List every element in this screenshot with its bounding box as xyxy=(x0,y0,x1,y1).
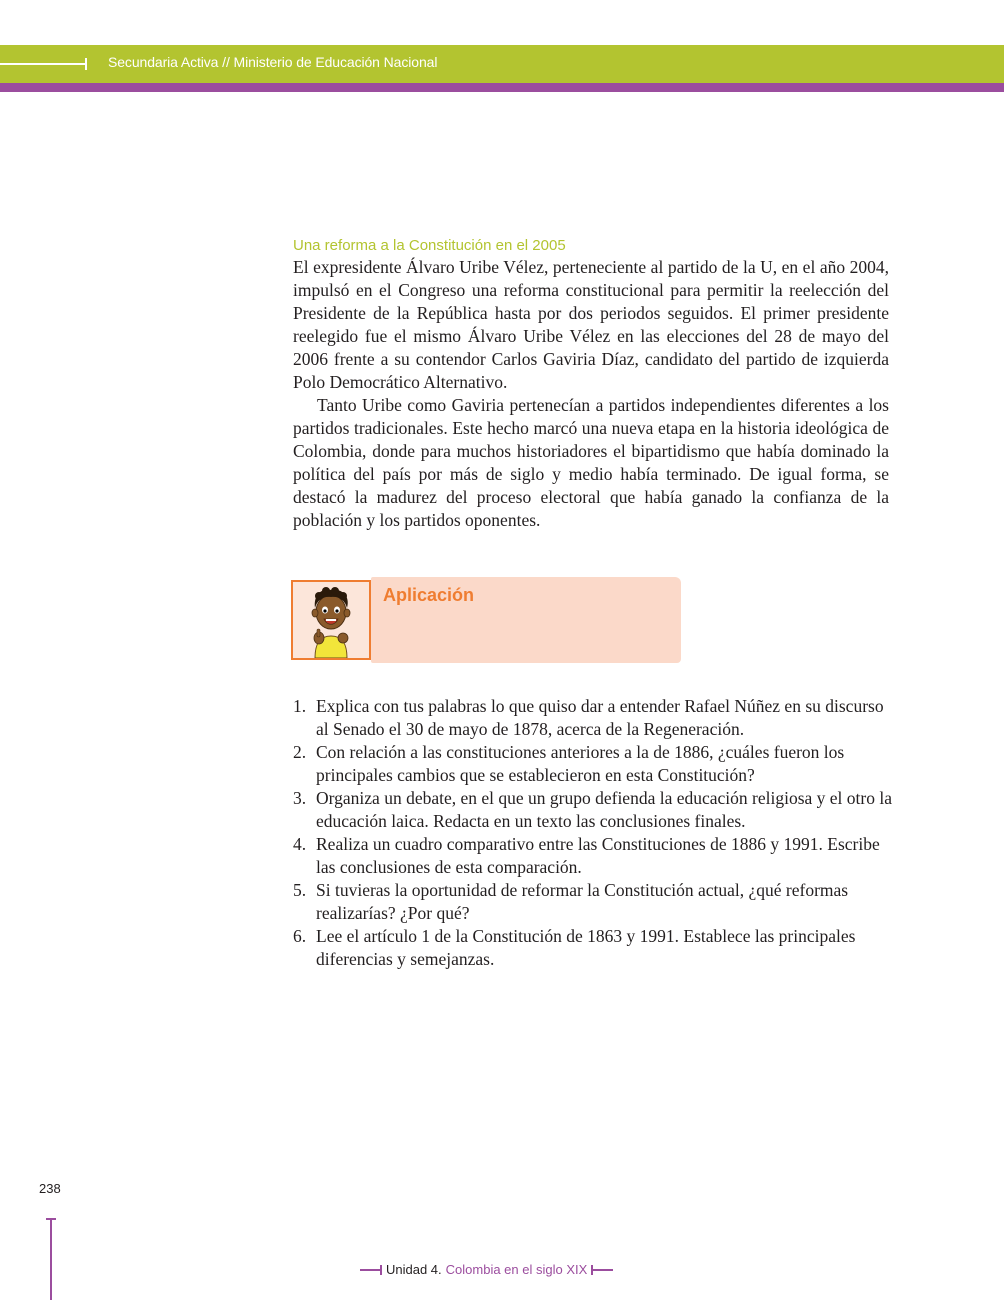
item-number: 3. xyxy=(293,788,307,808)
exercise-list xyxy=(293,695,893,971)
section-title: Una reforma a la Constitución en el 2005 xyxy=(293,237,566,254)
paragraph: El expresidente Álvaro Uribe Vélez, perteneciente al partido de la U, en el año 2004, impulsó en el Congreso una reforma constitucional para permitir la reelección del Presidente de la República hasta por dos periodos seguidos. El primer presidente reelegido fue el mismo Álvaro Uribe Vélez en las elecciones del 28 de mayo del 2006 frente a su contendor Carlos Gaviria Díaz, candidato del partido de izquierda Polo Democrático Alternativo. xyxy=(293,257,889,392)
item-text: Con relación a las constituciones anteriores a la de 1886, ¿cuáles fueron los principales cambios que se establecieron en esta Constitución? xyxy=(316,742,845,785)
list-item xyxy=(293,695,893,741)
item-text: Lee el artículo 1 de la Constitución de 1863 y 1991. Establece las principales diferencias y semejanzas. xyxy=(316,926,856,969)
item-text: Explica con tus palabras lo que quiso dar a entender Rafael Núñez en su discurso al Senado el 30 de mayo de 1878, acerca de la Regeneración. xyxy=(316,696,884,739)
article xyxy=(293,236,889,532)
item-number: 4. xyxy=(293,834,307,854)
item-text: Realiza un cuadro comparativo entre las Constituciones de 1886 y 1991. Escribe las conclusiones de esta comparación. xyxy=(316,834,880,877)
item-text: Organiza un debate, en el que un grupo defienda la educación religiosa y el otro la educación laica. Redacta en un texto las conclusiones finales. xyxy=(316,788,892,831)
list-item xyxy=(293,925,893,971)
item-text: Si tuvieras la oportunidad de reformar la Constitución actual, ¿qué reformas realizarías? ¿Por qué? xyxy=(316,880,849,923)
header-title: Secundaria Activa // Ministerio de Educación Nacional xyxy=(108,54,438,70)
paragraph: Tanto Uribe como Gaviria pertenecían a partidos independientes diferentes a los partidos tradicionales. Este hecho marcó una nueva etapa en la historia ideológica de Colombia, donde para muchos historiadores el bipartidismo que había dominado la política del país por más de siglo y medio había terminado. De igual forma, se destacó la madurez del proceso electoral que había ganado la confianza de la población y los partidos oponentes. xyxy=(293,395,889,530)
application-icon-frame xyxy=(291,580,371,660)
item-number: 1. xyxy=(293,696,307,716)
list-item xyxy=(293,741,893,787)
list-item xyxy=(293,879,893,925)
list-item xyxy=(293,787,893,833)
footer-rule xyxy=(50,1218,52,1300)
unit-label: Unidad 4. xyxy=(386,1262,442,1277)
application-box xyxy=(291,575,681,667)
item-number: 6. xyxy=(293,926,307,946)
header-rule-tick xyxy=(85,58,87,70)
list-item xyxy=(293,833,893,879)
footer-unit xyxy=(360,1262,613,1277)
header-stripe xyxy=(0,83,1004,92)
footer-unit-rule-right xyxy=(591,1269,613,1271)
unit-title: Colombia en el siglo XIX xyxy=(445,1262,588,1277)
page-number: 238 xyxy=(39,1181,61,1196)
item-number: 5. xyxy=(293,880,307,900)
application-title: Aplicación xyxy=(383,585,475,605)
footer-unit-rule-left xyxy=(360,1269,382,1271)
header-rule xyxy=(0,63,86,65)
item-number: 2. xyxy=(293,742,307,762)
child-thumbs-up-icon xyxy=(293,582,369,658)
